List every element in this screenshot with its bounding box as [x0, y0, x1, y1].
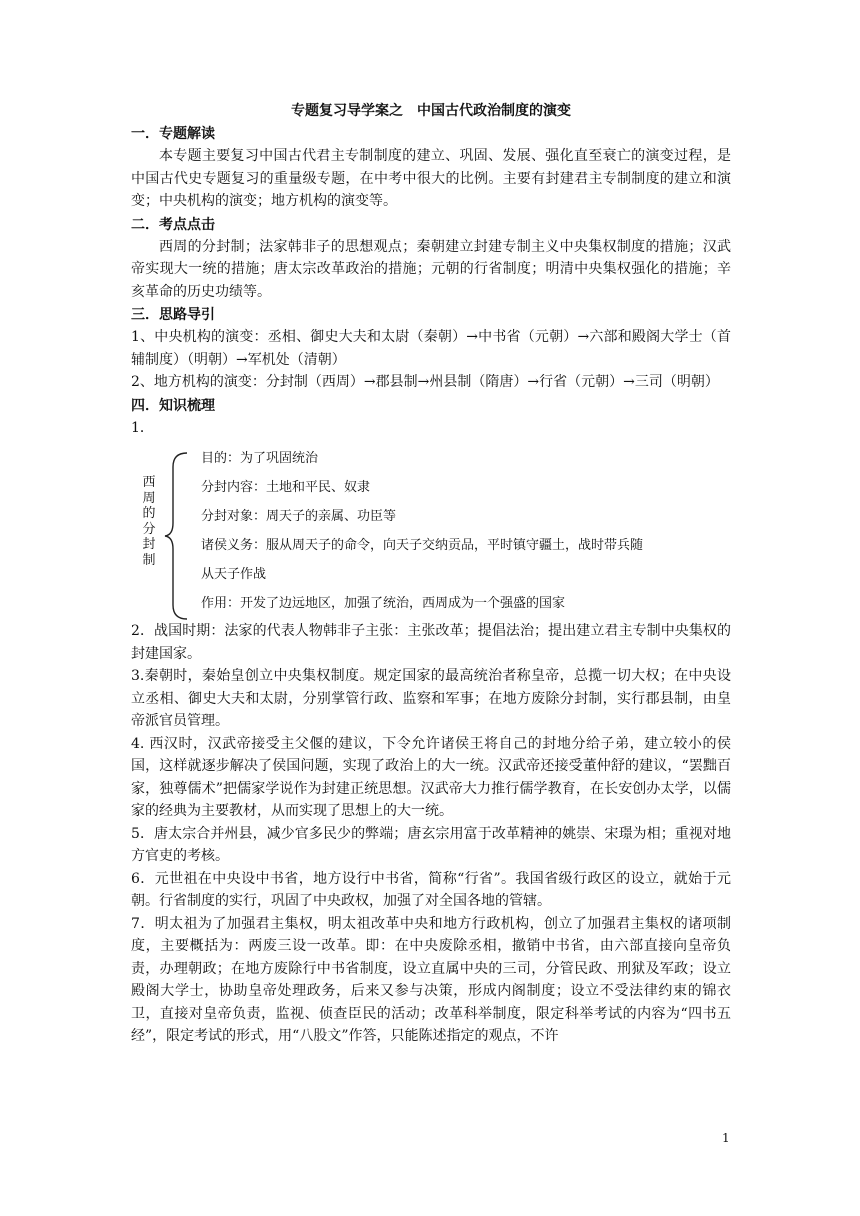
- paragraph: 2、地方机构的演变：分封制（西周）→郡县制→州县制（隋唐）→行省（元朝）→三司（明朝）: [131, 374, 719, 390]
- brace-icon: [163, 451, 193, 621]
- document-page: [131, 100, 731, 1048]
- diagram-line: 作用：开发了边远地区，加强了统治，西周成为一个强盛的国家: [201, 596, 566, 611]
- paragraph: 5．唐太宗合并州县，减少官多民少的弊端；唐玄宗用富于改革精神的姚崇、宋璟为相；重视对地方官吏的考核。: [131, 825, 731, 864]
- diagram-line: 目的：为了巩固统治: [201, 451, 319, 466]
- paragraph: 西周的分封制；法家韩非子的思想观点；秦朝建立封建专制主义中央集权制度的措施；汉武帝实现大一统的措施；唐太宗改革政治的措施；元朝的行省制度；明清中央集权强化的措施；辛亥革命的历史功绩等。: [131, 238, 731, 300]
- section-heading: 一．专题解读: [131, 126, 215, 142]
- diagram-line: 从天子作战: [201, 567, 267, 582]
- paragraph: 3.秦朝时，秦始皇创立中央集权制度。规定国家的最高统治者称皇帝，总揽一切大权；在中央设立丞相、御史大夫和太尉，分别掌管行政、监察和军事；在地方废除分封制，实行郡县制，由皇帝派官员管理。: [131, 668, 731, 729]
- diagram-line: 诸侯义务：服从周天子的命令，向天子交纳贡品，平时镇守疆土，战时带兵随: [201, 538, 644, 553]
- page-number: 1: [722, 1131, 730, 1145]
- diagram-line: 分封对象：周天子的亲属、功臣等: [201, 509, 397, 524]
- section-heading: 三．思路导引: [131, 307, 215, 323]
- paragraph: 1、中央机构的演变：丞相、御史大夫和太尉（秦朝）→中书省（元朝）→六部和殿阁大学士（首辅制度）（明朝）→军机处（清朝）: [131, 329, 731, 368]
- paragraph: 2．战国时期：法家的代表人物韩非子主张：主张改革；提倡法治；提出建立君主专制中央集权的封建国家。: [131, 623, 731, 662]
- document-title: 专题复习导学案之 中国古代政治制度的演变: [291, 103, 571, 119]
- list-item-number: 1．: [131, 419, 154, 436]
- paragraph: 7．明太祖为了加强君主集权，明太祖改革中央和地方行政机构，创立了加强君主集权的诸项制度，主要概括为：两废三设一改革。即：在中央废除丞相，撤销中书省，由六部直接向皇帝负责，办理朝政；在地方废除行中书省制度，设立直属中央的三司，分管民政、刑狱及军政；设立殿阁大学士，协助皇帝处理政务，后来又参与决策，形成内阁制度；设立不受法律约束的锦衣卫，直接对皇帝负责，监视、侦查臣民的活动；改革科举制度，限定科举考试的内容为“四书五经”，限定考试的形式，用“八股文”作答，只能陈述指定的观点，不许: [131, 915, 731, 1044]
- diagram-label: 西周的分封制: [142, 475, 156, 568]
- paragraph: 6．元世祖在中央设中书省，地方设行中书省，简称“行省”。我国省级行政区的设立，就始于元朝。行省制度的实行，巩固了中央政权，加强了对全国各地的管辖。: [131, 870, 731, 909]
- paragraph: 4. 西汉时，汉武帝接受主父偃的建议，下令允许诸侯王将自己的封地分给子弟，建立较小的侯国，这样就逐步解决了侯国问题，实现了政治上的大一统。汉武帝还接受董仲舒的建议，“罢黜百家，独尊儒术”把儒家学说作为封建正统思想。汉武帝大力推行儒学教育，在长安创办太学，以儒家的经典为主要教材，从而实现了思想上的大一统。: [131, 735, 731, 819]
- fenfeng-diagram: [131, 445, 731, 620]
- diagram-line: 分封内容：土地和平民、奴隶: [201, 480, 371, 495]
- section-heading: 四．知识梳理: [131, 397, 215, 414]
- paragraph: 本专题主要复习中国古代君主专制制度的建立、巩固、发展、强化直至衰亡的演变过程，是中国古代史专题复习的重量级专题，在中考中很大的比例。主要有封建君主专制制度的建立和演变；中央机构的演变；地方机构的演变等。: [131, 148, 731, 209]
- section-heading: 二．考点点击: [131, 216, 215, 233]
